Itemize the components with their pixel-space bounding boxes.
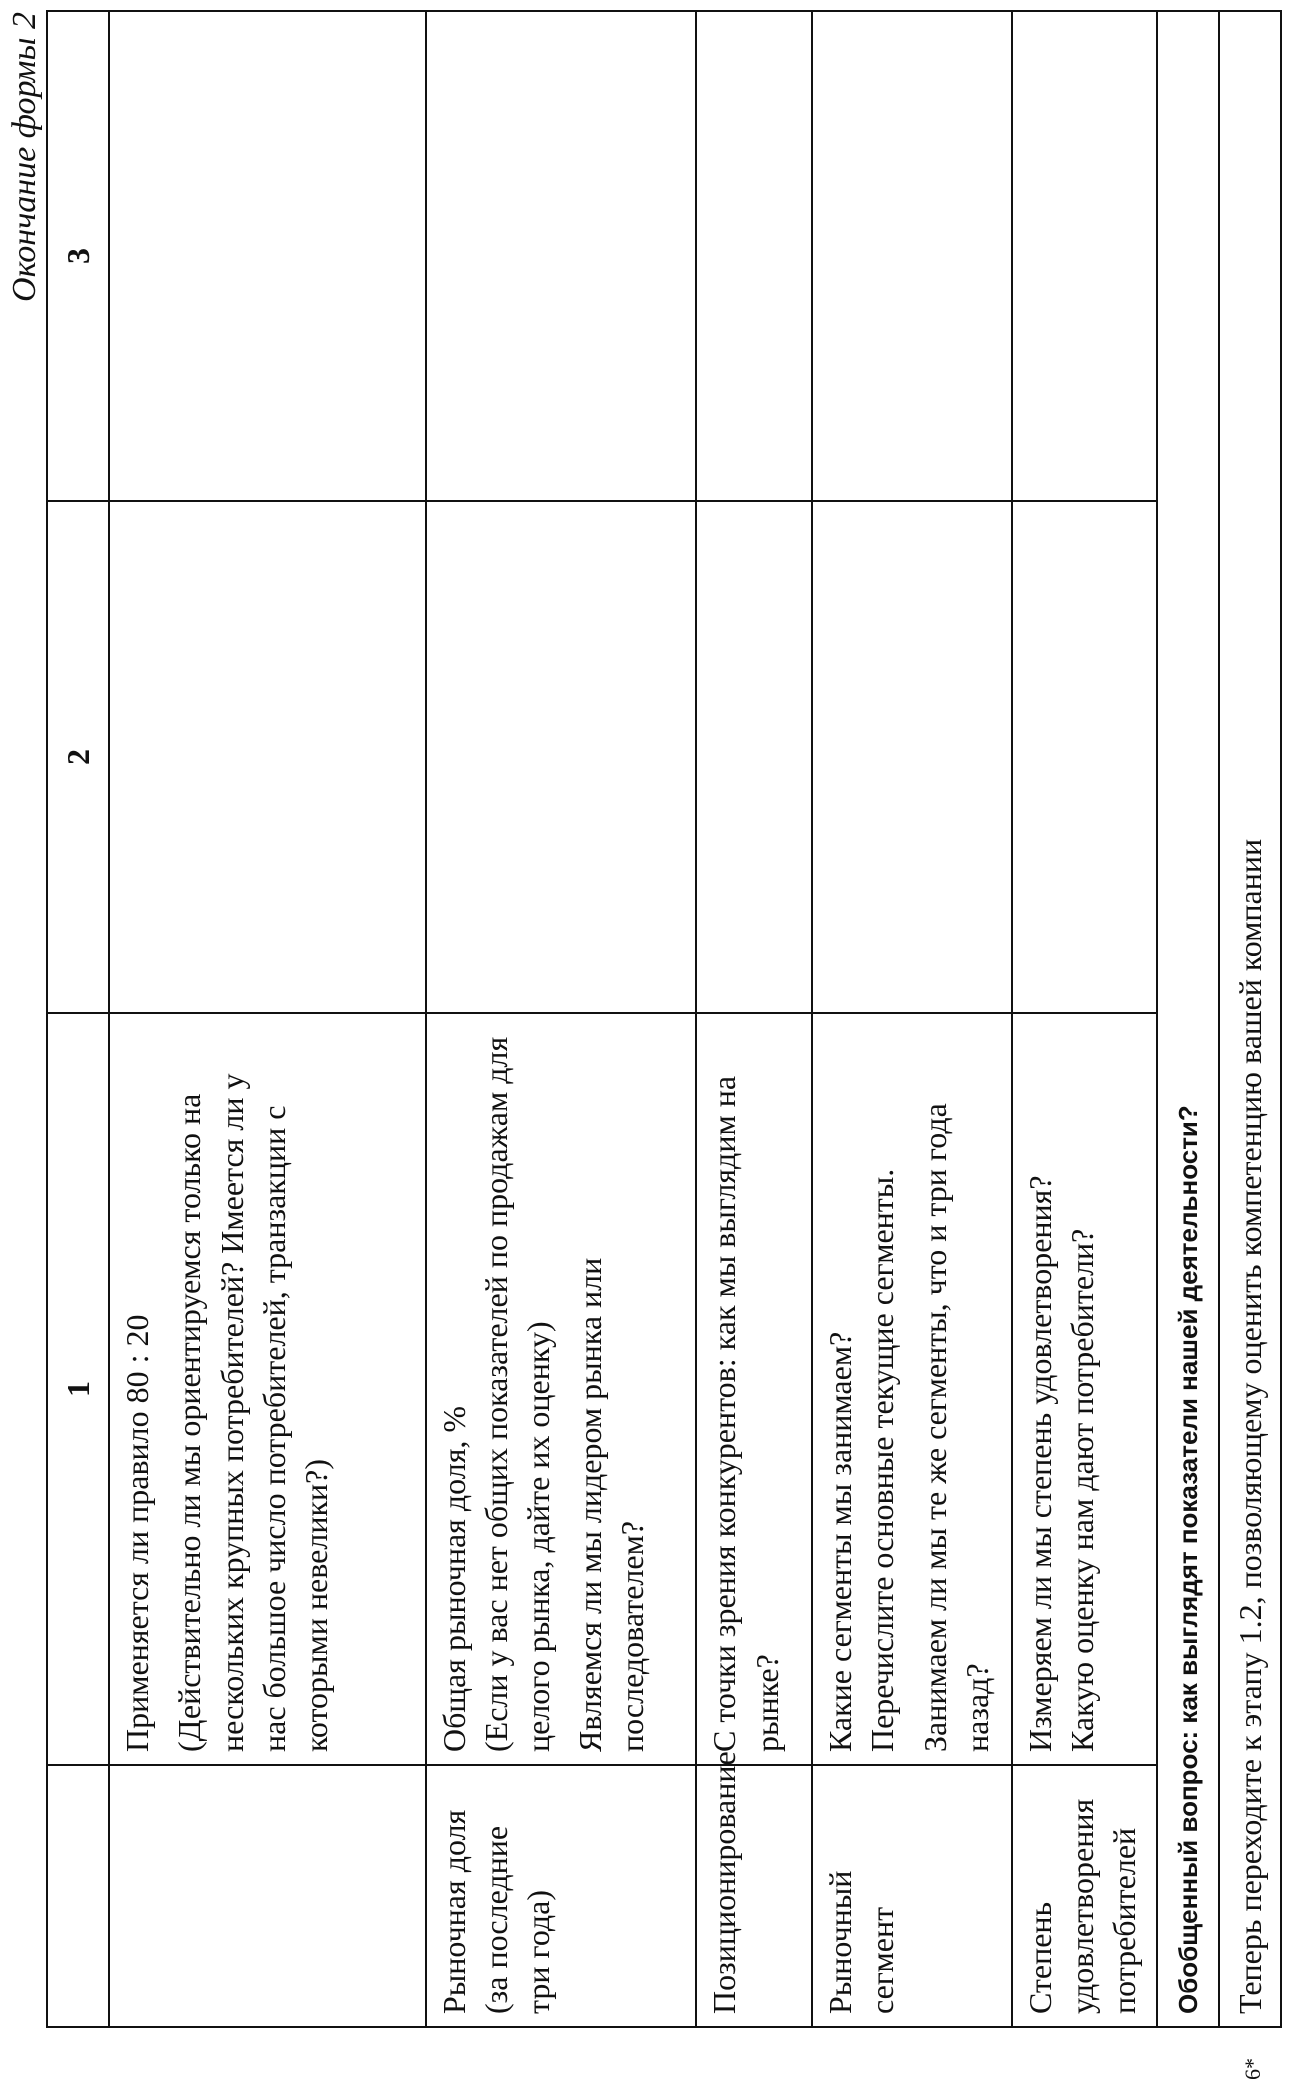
question-text: С точки зрения конкурентов: как мы выглядим на рынке? [706, 1075, 785, 1752]
answer-cell-2 [1012, 501, 1157, 1013]
header-cell-1: 1 [47, 1013, 109, 1765]
question-text: (Действительно ли мы ориентируемся только на нескольких крупных потребителей? Имеется ли у нас большое число потребителей, транзакции с которыми невелики?) [171, 1073, 335, 1752]
next-step-text: Теперь переходите к этапу 1.2, позволяющему оценить компетенцию вашей компании [1219, 11, 1281, 2027]
header-cell-3: 3 [47, 11, 109, 501]
table-row [696, 11, 812, 2027]
question-text: Какие сегменты мы занимаем? [822, 1331, 859, 1752]
row-label: Позиционирование [696, 1765, 812, 2027]
question-cell [812, 1013, 1011, 1765]
question-text: Измеряем ли мы степень удовлетворения? [1021, 1175, 1058, 1752]
row-label: Рыночная доля (за последние три года) [426, 1765, 697, 2027]
answer-cell-2 [696, 501, 812, 1013]
table-row [1012, 11, 1157, 2027]
answer-cell-3 [1012, 11, 1157, 501]
question-text: Какую оценку нам дают потребители? [1063, 1228, 1100, 1752]
header-cell-2: 2 [47, 501, 109, 1013]
question-text: (Если у вас нет общих показателей по продажам для целого рынка, дайте их оценку) [477, 1036, 556, 1752]
summary-question: Обобщенный вопрос: как выглядят показатели нашей деятельности? [1157, 11, 1219, 2027]
question-text: Являемся ли мы лидером рынка или последователем? [572, 1257, 651, 1752]
answer-cell-2 [109, 501, 425, 1013]
header-row [47, 11, 109, 2027]
question-cell [696, 1013, 812, 1765]
form-table [46, 10, 1282, 2028]
next-step-row [1219, 11, 1281, 2027]
summary-row [1157, 11, 1219, 2027]
form-caption: Окончание формы 2 [6, 12, 43, 302]
row-label: Степень удовлетворения потребителей [1012, 1765, 1157, 2027]
question-text: Перечислите основные текущие сегменты. [864, 1168, 901, 1752]
question-text: Применяется ли правило 80 : 20 [119, 1314, 156, 1752]
row-label [109, 1765, 425, 2027]
question-cell [109, 1013, 425, 1765]
answer-cell-2 [812, 501, 1011, 1013]
answer-cell-3 [812, 11, 1011, 501]
table-row [812, 11, 1011, 2027]
question-cell [426, 1013, 697, 1765]
page-marker: 6* [1240, 2058, 1265, 2080]
answer-cell-3 [426, 11, 697, 501]
question-text: Общая рыночная доля, % [435, 1405, 472, 1752]
answer-cell-2 [426, 501, 697, 1013]
answer-cell-3 [696, 11, 812, 501]
header-cell-0 [47, 1765, 109, 2027]
row-label: Рыночный сегмент [812, 1765, 1011, 2027]
table-row [109, 11, 425, 2027]
table-row [426, 11, 697, 2027]
question-text: Занимаем ли мы те же сегменты, что и три года назад? [916, 1103, 995, 1752]
answer-cell-3 [109, 11, 425, 501]
question-cell [1012, 1013, 1157, 1765]
